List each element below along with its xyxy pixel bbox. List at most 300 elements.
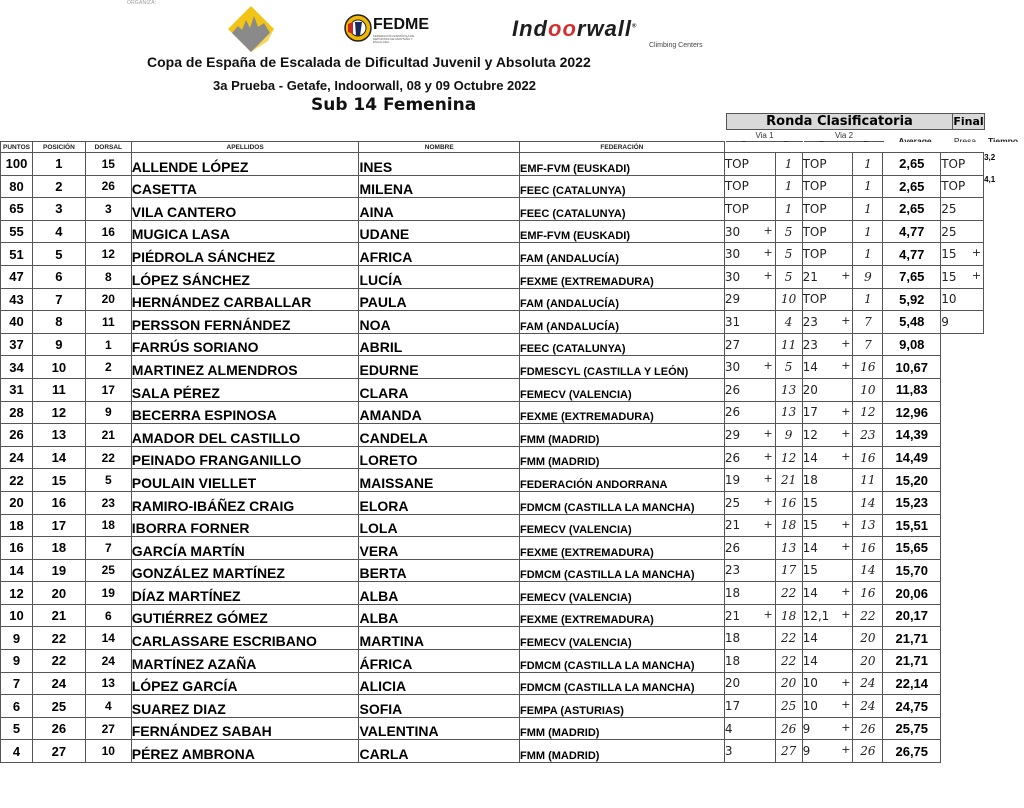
average-cell: 9,08 (883, 333, 941, 356)
via1-pos-cell: 20 (775, 672, 802, 695)
final-presa-value: 25 (941, 201, 957, 216)
apellidos-cell: POULAIN VIELLET (131, 469, 359, 492)
empty-cell (941, 537, 984, 560)
via2-presa-value: 10 (802, 676, 818, 691)
tiempo-cell (984, 401, 1024, 424)
via1-presa-cell (724, 627, 775, 650)
federacion-cell: FEMECV (VALENCIA) (520, 627, 725, 650)
federacion-cell: FMM (MADRID) (520, 717, 725, 740)
posicion-cell: 16 (32, 491, 85, 514)
table-row (1, 650, 1024, 673)
nombre-cell: LOLA (359, 514, 520, 537)
via2-pos-cell: 20 (853, 627, 883, 650)
via1-plus-mark: + (763, 494, 773, 508)
table-row (1, 446, 1024, 469)
via1-presa-value: 30 (724, 360, 741, 375)
average-cell: 2,65 (883, 198, 941, 221)
tiempo-cell (984, 265, 1024, 288)
federacion-cell: FMM (MADRID) (520, 446, 725, 469)
via1-presa-value: 29 (724, 292, 741, 307)
apellidos-cell: HERNÁNDEZ CARBALLAR (131, 288, 359, 311)
dorsal-cell: 20 (85, 288, 131, 311)
spacer (724, 142, 775, 153)
average-cell: 5,48 (883, 311, 941, 334)
table-row (1, 604, 1024, 627)
posicion-cell: 15 (32, 469, 85, 492)
dorsal-cell: 12 (85, 243, 131, 266)
nombre-cell: CLARA (359, 378, 520, 401)
nombre-cell: ALICIA (359, 672, 520, 695)
via2-presa-value: 14 (802, 450, 818, 465)
via2-pos-cell: 1 (853, 198, 883, 221)
via2-presa-cell (802, 198, 853, 221)
puntos-cell: 65 (1, 198, 33, 221)
table-row (1, 401, 1024, 424)
via1-presa-value: 26 (724, 450, 741, 465)
federacion-cell: EMF-FVM (EUSKADI) (520, 220, 725, 243)
via2-plus-mark: + (841, 517, 851, 531)
posicion-cell: 10 (32, 356, 85, 379)
via1-presa-cell (724, 198, 775, 221)
posicion-cell: 27 (32, 740, 85, 763)
via1-pos-cell: 4 (775, 311, 802, 334)
nombre-cell: INES (359, 153, 520, 176)
via1-presa-value: 21 (724, 608, 741, 623)
via1-plus-mark: + (763, 472, 773, 486)
average-cell: 15,70 (883, 559, 941, 582)
federacion-cell: FDMESCYL (CASTILLA Y LEÓN) (520, 356, 725, 379)
via1-pos-cell: 27 (775, 740, 802, 763)
tiempo-cell (984, 469, 1024, 492)
via1-pos-cell: 16 (775, 491, 802, 514)
nombre-cell: ÁFRICA (359, 650, 520, 673)
apellidos-cell: MARTÍNEZ AZAÑA (131, 650, 359, 673)
federacion-cell: FEXME (EXTREMADURA) (520, 537, 725, 560)
event-subtitle: 3a Prueba - Getafe, Indoorwall, 08 y 09 Octubre 2022 (213, 78, 536, 93)
apellidos-cell: CARLASSARE ESCRIBANO (131, 627, 359, 650)
results-table (0, 141, 1024, 763)
via2-presa-value: 15 (802, 495, 818, 510)
empty-cell (941, 717, 984, 740)
average-cell: 4,77 (883, 220, 941, 243)
via1-presa-cell (724, 333, 775, 356)
puntos-cell: 22 (1, 469, 33, 492)
fedme-logo-text: FEDME (373, 16, 429, 33)
via1-pos-cell: 22 (775, 627, 802, 650)
via2-presa-cell (802, 378, 853, 401)
nombre-cell: VALENTINA (359, 717, 520, 740)
via1-pos-cell: 1 (775, 153, 802, 176)
nombre-cell: AINA (359, 198, 520, 221)
via2-presa-value: 9 (802, 744, 811, 759)
posicion-cell: 4 (32, 220, 85, 243)
via2-presa-value: 20 (802, 382, 818, 397)
via2-presa-value: TOP (802, 247, 827, 262)
tiempo-cell (984, 717, 1024, 740)
final-presa-cell (941, 311, 984, 334)
via1-presa-value: 30 (724, 224, 741, 239)
final-presa-cell (941, 153, 984, 176)
via2-presa-value: 23 (802, 337, 818, 352)
via2-presa-cell (802, 424, 853, 447)
tiempo-cell: 4,1 (984, 175, 996, 185)
via2-plus-mark: + (841, 743, 851, 757)
via2-presa-value: TOP (802, 292, 827, 307)
federacion-cell: FEEC (CATALUNYA) (520, 175, 725, 198)
posicion-cell: 13 (32, 424, 85, 447)
dorsal-cell: 19 (85, 582, 131, 605)
via2-pos-cell: 11 (853, 469, 883, 492)
nombre-cell: MARTINA (359, 627, 520, 650)
via2-presa-cell (802, 288, 853, 311)
empty-cell (941, 604, 984, 627)
table-row (1, 717, 1024, 740)
posicion-cell: 22 (32, 627, 85, 650)
puntos-cell: 26 (1, 424, 33, 447)
apellidos-cell: GARCÍA MARTÍN (131, 537, 359, 560)
posicion-cell: 21 (32, 604, 85, 627)
via1-presa-cell (724, 491, 775, 514)
final-presa-value: 9 (941, 314, 949, 329)
federacion-cell: FAM (ANDALUCÍA) (520, 311, 725, 334)
federacion-cell: FEEC (CATALUNYA) (520, 198, 725, 221)
posicion-cell: 17 (32, 514, 85, 537)
via1-presa-cell (724, 695, 775, 718)
average-cell: 12,96 (883, 401, 941, 424)
tiempo-cell (984, 311, 1024, 334)
indoorwall-logo (512, 16, 712, 49)
via2-pos-cell: 9 (853, 265, 883, 288)
via2-pos-cell: 13 (853, 514, 883, 537)
puntos-cell: 10 (1, 604, 33, 627)
via2-presa-cell (802, 627, 853, 650)
via2-pos-cell: 16 (853, 537, 883, 560)
via2-presa-cell (802, 514, 853, 537)
spacer (883, 142, 941, 153)
via2-presa-value: 12 (802, 427, 818, 442)
organiza-label: ORGANIZA: (127, 0, 157, 6)
apellidos-cell: SALA PÉREZ (131, 378, 359, 401)
average-cell: 20,17 (883, 604, 941, 627)
via2-presa-cell (802, 401, 853, 424)
via1-presa-cell (724, 356, 775, 379)
table-row (1, 582, 1024, 605)
via1-presa-cell (724, 378, 775, 401)
nombre-cell: MAISSANE (359, 469, 520, 492)
table-row (1, 243, 1024, 266)
via1-pos-cell: 1 (775, 198, 802, 221)
ronda-clasificatoria-header: Ronda Clasificatoria (726, 113, 953, 130)
nombre-cell: AFRICA (359, 243, 520, 266)
final-plus-mark: + (971, 268, 982, 282)
apellidos-cell: PÉREZ AMBRONA (131, 740, 359, 763)
via2-presa-value: 14 (802, 586, 818, 601)
via1-pos-cell: 18 (775, 514, 802, 537)
table-row (1, 559, 1024, 582)
federacion-cell: FDMCM (CASTILLA LA MANCHA) (520, 650, 725, 673)
via1-presa-value: 3 (724, 744, 733, 759)
average-cell: 20,06 (883, 582, 941, 605)
average-cell: 15,23 (883, 491, 941, 514)
via2-plus-mark: + (841, 607, 851, 621)
table-row (1, 695, 1024, 718)
category-title: Sub 14 Femenina (311, 95, 477, 115)
average-cell: 14,39 (883, 424, 941, 447)
fedme-emblem-icon (344, 14, 372, 42)
via1-presa-cell (724, 582, 775, 605)
federacion-cell: FEXME (EXTREMADURA) (520, 401, 725, 424)
clm-logo (228, 6, 274, 52)
nombre-cell: ALBA (359, 604, 520, 627)
final-presa-cell (941, 175, 984, 198)
fedme-logo-subtitle: FEDERACIÓN ESPAÑOLA DE DEPORTES DE MONTAÑA Y ESCALADA (373, 34, 415, 44)
via2-pos-cell: 12 (853, 401, 883, 424)
nombre-cell: ALBA (359, 582, 520, 605)
via2-pos-cell: 7 (853, 333, 883, 356)
via1-presa-cell (724, 401, 775, 424)
via2-pos-cell: 26 (853, 740, 883, 763)
dorsal-cell: 7 (85, 537, 131, 560)
average-cell: 22,14 (883, 672, 941, 695)
registered-mark: ® (632, 23, 638, 30)
dorsal-cell: 25 (85, 559, 131, 582)
indoorwall-logo-accent: oo (548, 16, 577, 41)
indoorwall-logo-prefix: Ind (512, 16, 548, 41)
average-cell: 4,77 (883, 243, 941, 266)
via2-plus-mark: + (841, 720, 851, 734)
table-row (1, 672, 1024, 695)
via1-pos-cell: 17 (775, 559, 802, 582)
puntos-cell: 4 (1, 740, 33, 763)
posicion-cell: 2 (32, 175, 85, 198)
apellidos-cell: MARTINEZ ALMENDROS (131, 356, 359, 379)
posicion-cell: 18 (32, 537, 85, 560)
via2-presa-cell (802, 356, 853, 379)
via2-pos-cell: 26 (853, 717, 883, 740)
average-cell: 15,51 (883, 514, 941, 537)
federacion-cell: FEXME (EXTREMADURA) (520, 265, 725, 288)
puntos-cell: 51 (1, 243, 33, 266)
via1-presa-cell (724, 243, 775, 266)
posicion-cell: 25 (32, 695, 85, 718)
puntos-cell: 43 (1, 288, 33, 311)
dorsal-cell: 21 (85, 424, 131, 447)
via2-pos-cell: 1 (853, 153, 883, 176)
dorsal-cell: 23 (85, 491, 131, 514)
apellidos-cell: DÍAZ MARTÍNEZ (131, 582, 359, 605)
via1-pos-cell: 26 (775, 717, 802, 740)
tiempo-cell: 3,2 (984, 152, 996, 162)
empty-cell (941, 514, 984, 537)
via1-presa-value: 29 (724, 427, 741, 442)
nombre-cell: UDANE (359, 220, 520, 243)
dorsal-cell: 22 (85, 446, 131, 469)
via1-presa-value: TOP (724, 156, 749, 171)
spacer (984, 142, 1024, 153)
final-presa-cell (941, 243, 984, 266)
posicion-cell: 7 (32, 288, 85, 311)
column-header-row (1, 142, 1024, 153)
dorsal-cell: 6 (85, 604, 131, 627)
via1-presa-cell (724, 153, 775, 176)
via1-plus-mark: + (763, 449, 773, 463)
final-presa-value: 15 (941, 269, 957, 284)
posicion-cell: 6 (32, 265, 85, 288)
dorsal-cell: 8 (85, 265, 131, 288)
via1-presa-value: 4 (724, 721, 733, 736)
apellidos-cell: GONZÁLEZ MARTÍNEZ (131, 559, 359, 582)
puntos-cell: 18 (1, 514, 33, 537)
table-row (1, 333, 1024, 356)
dorsal-cell: 24 (85, 650, 131, 673)
federacion-cell: FDMCM (CASTILLA LA MANCHA) (520, 491, 725, 514)
average-cell: 7,65 (883, 265, 941, 288)
via1-pos-cell: 5 (775, 243, 802, 266)
via1-pos-cell: 21 (775, 469, 802, 492)
tiempo-cell (984, 672, 1024, 695)
empty-cell (941, 333, 984, 356)
puntos-header: PUNTOS (1, 142, 33, 153)
via2-presa-cell (802, 582, 853, 605)
via2-presa-value: 23 (802, 314, 818, 329)
via2-presa-cell (802, 672, 853, 695)
nombre-cell: EDURNE (359, 356, 520, 379)
spacer (941, 142, 984, 153)
via2-presa-cell (802, 695, 853, 718)
via2-pos-cell: 1 (853, 175, 883, 198)
nombre-cell: PAULA (359, 288, 520, 311)
via2-pos-cell: 1 (853, 220, 883, 243)
via1-presa-cell (724, 559, 775, 582)
via1-plus-mark: + (763, 246, 773, 260)
federacion-cell: FEMECV (VALENCIA) (520, 582, 725, 605)
puntos-cell: 12 (1, 582, 33, 605)
via2-presa-value: 15 (802, 563, 818, 578)
apellidos-cell: MUGICA LASA (131, 220, 359, 243)
puntos-cell: 100 (1, 153, 33, 176)
via1-presa-cell (724, 311, 775, 334)
via1-plus-mark: + (763, 268, 773, 282)
nombre-cell: NOA (359, 311, 520, 334)
via1-plus-mark: + (763, 427, 773, 441)
posicion-cell: 12 (32, 401, 85, 424)
via1-pos-cell: 13 (775, 401, 802, 424)
via1-presa-value: 18 (724, 653, 741, 668)
table-row (1, 288, 1024, 311)
tiempo-cell (984, 740, 1024, 763)
via1-presa-cell (724, 537, 775, 560)
final-presa-value: TOP (941, 156, 966, 171)
via2-presa-cell (802, 717, 853, 740)
dorsal-cell: 11 (85, 311, 131, 334)
dorsal-cell: 3 (85, 198, 131, 221)
via2-presa-value: TOP (802, 179, 827, 194)
via1-pos-cell: 25 (775, 695, 802, 718)
via1-presa-cell (724, 604, 775, 627)
puntos-cell: 20 (1, 491, 33, 514)
puntos-cell: 55 (1, 220, 33, 243)
via2-pos-cell: 24 (853, 695, 883, 718)
results-body (1, 153, 1024, 763)
federacion-cell: FAM (ANDALUCÍA) (520, 243, 725, 266)
dorsal-cell: 9 (85, 401, 131, 424)
via2-plus-mark: + (841, 336, 851, 350)
via2-presa-value: 17 (802, 405, 818, 420)
via1-presa-value: TOP (724, 201, 749, 216)
tiempo-cell (984, 514, 1024, 537)
apellidos-cell: SUAREZ DIAZ (131, 695, 359, 718)
fedme-logo (344, 14, 434, 46)
via2-presa-value: 12,1 (802, 608, 830, 623)
dorsal-cell: 16 (85, 220, 131, 243)
via1-presa-value: 23 (724, 563, 741, 578)
empty-cell (941, 740, 984, 763)
apellidos-cell: FARRÚS SORIANO (131, 333, 359, 356)
apellidos-cell: AMADOR DEL CASTILLO (131, 424, 359, 447)
via2-presa-cell (802, 333, 853, 356)
via2-header: Via 2 (804, 131, 884, 142)
via2-plus-mark: + (841, 404, 851, 418)
via2-pos-cell: 16 (853, 356, 883, 379)
via2-presa-value: TOP (802, 201, 827, 216)
via2-presa-value: 15 (802, 518, 818, 533)
via2-pos-cell: 14 (853, 559, 883, 582)
dorsal-header: DORSAL (85, 142, 131, 153)
table-row (1, 311, 1024, 334)
via1-presa-value: 26 (724, 405, 741, 420)
federacion-cell: FEMECV (VALENCIA) (520, 514, 725, 537)
posicion-cell: 19 (32, 559, 85, 582)
nombre-cell: CANDELA (359, 424, 520, 447)
tiempo-cell (984, 378, 1024, 401)
dorsal-cell: 1 (85, 333, 131, 356)
via1-presa-value: 25 (724, 495, 741, 510)
tiempo-cell (984, 198, 1024, 221)
apellidos-header: APELLIDOS (131, 142, 359, 153)
via2-presa-value: TOP (802, 156, 827, 171)
posicion-cell: 22 (32, 650, 85, 673)
apellidos-cell: LÓPEZ GARCÍA (131, 672, 359, 695)
via1-presa-cell (724, 469, 775, 492)
via2-presa-value: 9 (802, 721, 811, 736)
final-presa-value: 10 (941, 292, 957, 307)
final-plus-mark: + (971, 246, 982, 260)
puntos-cell: 9 (1, 650, 33, 673)
via1-presa-cell (724, 740, 775, 763)
nombre-cell: ELORA (359, 491, 520, 514)
posicion-cell: 20 (32, 582, 85, 605)
empty-cell (941, 424, 984, 447)
via2-pos-cell: 1 (853, 288, 883, 311)
posicion-cell: 8 (32, 311, 85, 334)
via2-plus-mark: + (841, 314, 851, 328)
tiempo-cell (984, 424, 1024, 447)
average-cell: 10,67 (883, 356, 941, 379)
federacion-cell: FEDERACIÓN ANDORRANA (520, 469, 725, 492)
via2-presa-cell (802, 650, 853, 673)
puntos-cell: 7 (1, 672, 33, 695)
via2-pos-cell: 7 (853, 311, 883, 334)
tiempo-cell (984, 333, 1024, 356)
via1-pos-cell: 5 (775, 356, 802, 379)
empty-cell (941, 469, 984, 492)
puntos-cell: 40 (1, 311, 33, 334)
dorsal-cell: 14 (85, 627, 131, 650)
puntos-cell: 34 (1, 356, 33, 379)
puntos-cell: 28 (1, 401, 33, 424)
puntos-cell: 9 (1, 627, 33, 650)
via2-presa-cell (802, 537, 853, 560)
